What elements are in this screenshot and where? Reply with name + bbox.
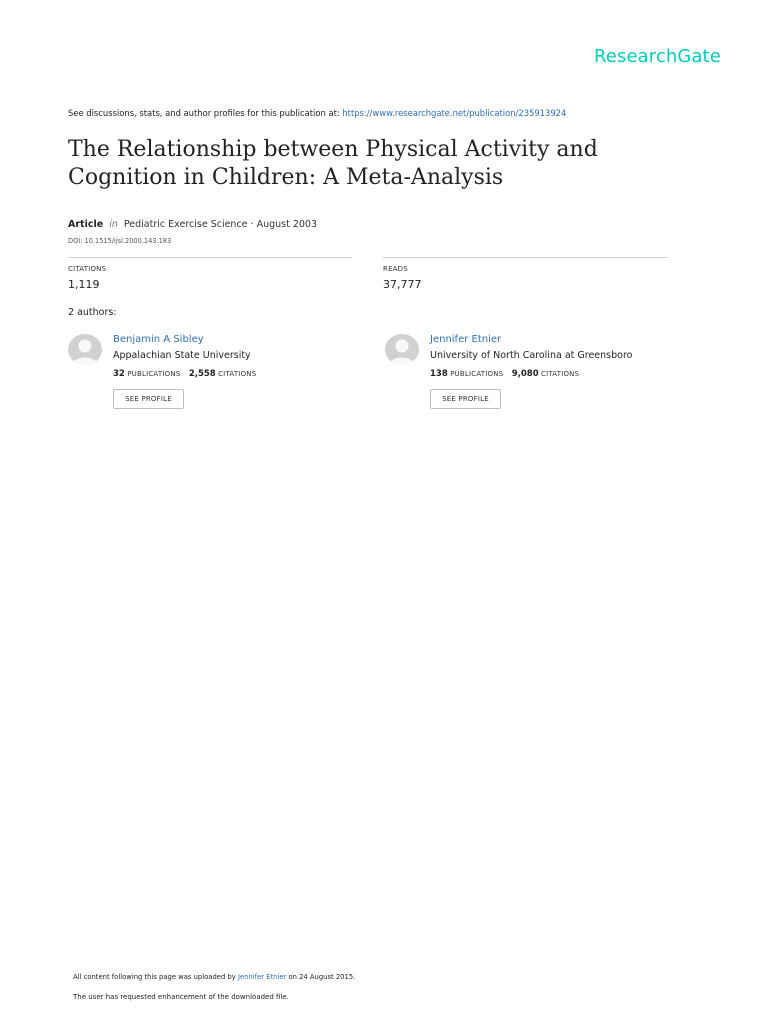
author-name-link[interactable]: Jennifer Etnier [430, 334, 502, 345]
doi: DOI: 10.1515/ijsl.2000.143.183 [68, 237, 172, 245]
citations-label: CITATIONS [68, 265, 107, 273]
author-institution: University of North Carolina at Greensboro [430, 350, 633, 361]
author-card [68, 334, 368, 414]
citations-value: 1,119 [68, 278, 100, 291]
user-silhouette-icon[interactable] [385, 334, 419, 365]
author-citations-count: 9,080 [511, 369, 539, 379]
author-citations-label: CITATIONS [218, 370, 257, 378]
enhancement-note: The user has requested enhancement of the downloaded file. [73, 993, 289, 1001]
upload-note [73, 973, 355, 981]
author-publications-label: PUBLICATIONS [450, 370, 504, 378]
discussion-prefix: See discussions, stats, and author profiles for this publication at: [68, 108, 340, 118]
author-name-link[interactable]: Benjamin A Sibley [113, 334, 204, 345]
see-profile-button[interactable]: SEE PROFILE [430, 389, 501, 409]
see-profile-button[interactable]: SEE PROFILE [113, 389, 184, 409]
reads-label: READS [383, 265, 408, 273]
publication-title: The Relationship between Physical Activity and Cognition in Children: A Meta-Analysis [68, 137, 598, 190]
author-stats [113, 369, 262, 379]
researchgate-logo[interactable]: ResearchGate [594, 46, 721, 67]
discussion-line [68, 108, 566, 118]
author-citations-count: 2,558 [188, 369, 216, 379]
publication-url-link[interactable]: https://www.researchgate.net/publication/235913924 [342, 108, 567, 118]
publication-type: Article [68, 219, 104, 230]
citations-divider [68, 257, 352, 258]
venue-date: Pediatric Exercise Science · August 2003 [123, 219, 318, 230]
author-institution: Appalachian State University [113, 350, 251, 361]
reads-divider [383, 257, 668, 258]
upload-suffix: on 24 August 2015. [288, 973, 356, 981]
publication-meta [68, 219, 317, 230]
user-silhouette-icon[interactable] [68, 334, 102, 365]
author-publications-label: PUBLICATIONS [127, 370, 181, 378]
in-word: in [109, 219, 118, 230]
uploader-link[interactable]: Jennifer Etnier [237, 973, 287, 981]
author-publications-count: 32 [113, 369, 125, 379]
upload-prefix: All content following this page was uploaded by [73, 973, 236, 981]
author-stats [430, 369, 585, 379]
author-card [385, 334, 685, 414]
author-citations-label: CITATIONS [541, 370, 580, 378]
author-publications-count: 138 [430, 369, 448, 379]
authors-heading: 2 authors: [68, 307, 117, 318]
reads-value: 37,777 [383, 278, 422, 291]
